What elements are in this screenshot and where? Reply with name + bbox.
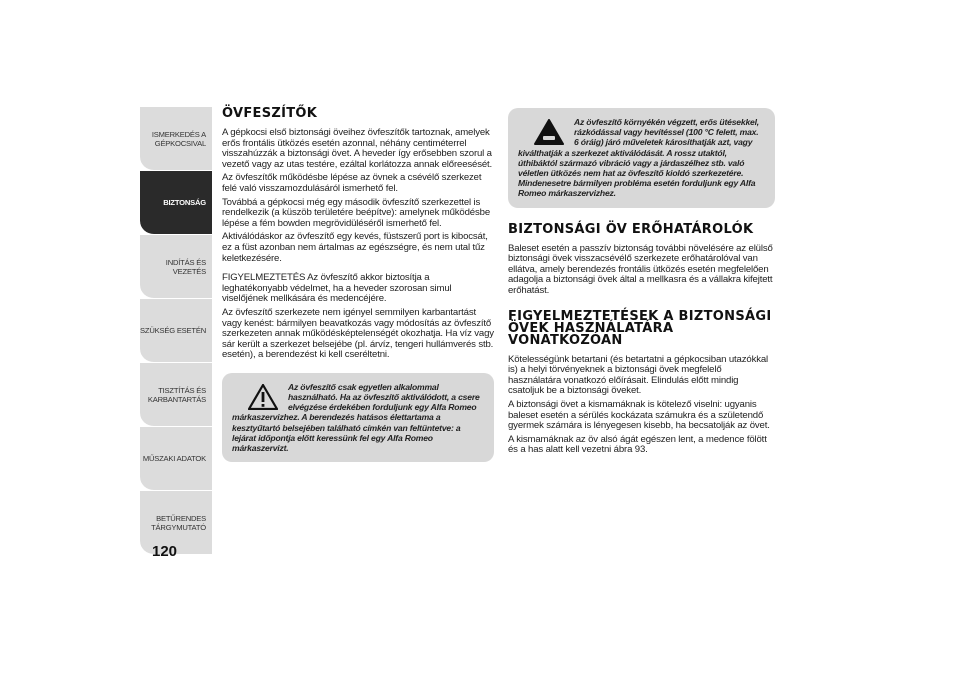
tab-label: MŰSZAKI ADATOK [142,454,206,463]
warning-triangle-icon [248,384,278,410]
tab-label: ISMERKEDÉS A GÉPKOCSIVAL [151,129,206,148]
left-column [222,108,494,462]
warning-box [222,373,494,462]
page-number: 120 [152,543,178,560]
tab-ismerkedes[interactable] [140,107,212,171]
paragraph: Továbbá a gépkocsi még egy második övfeszítő szerkezettel is rendelkezik (a küszöb területére beépítve): amelynek működésbe lépése a fém bowden megrövidüléséről ismerhető fel. [222,196,491,229]
tab-tisztitas[interactable] [140,363,212,427]
paragraph: FIGYELMEZTETÉS Az övfeszítő akkor biztosítja a leghatékonyabb védelmet, ha a heveder szorosan simul viselőjének mellkására és medencéjére. [222,272,452,305]
tab-label: SZÜKSÉG ESETÉN [140,326,206,335]
paragraph: Az övfeszítők működésbe lépése az övnek a csévélő szerkezet felé való visszamozdulásáról ismerhető fel. [222,172,482,194]
warning-text: Az övfeszítő környékén végzett, erős ütésekkel, rázkódással vagy hevítéssel (100 °C felett, max. 6 óráig) járó műveletek károsíthatják azt, vagy kiválthatják a szerkezet aktiválódását. A rossz utaktól, úthibáktól származó vibráció vagy a járdaszélhez stb. való véletlen ütközés nem hat az övfeszítő kioldó szerkezetére. Mindenesetre bármilyen probléma esetén forduljunk egy Alfa Romeo márkaszervizhez. [518,117,759,199]
paragraph: Aktiválódáskor az övfeszítő egy kevés, füstszerű port is kibocsát, ez a füst azonban nem ártalmas az egészségre, és nem utal tűz keletkezésére. [222,231,488,264]
chapter-sidebar [140,107,212,555]
paragraph: A gépkocsi első biztonsági öveihez övfeszítők tartoznak, amelyek erős frontális ütközés esetén azonnal, néhány centiméterrel visszahúzzák a biztonsági övet. A heveder így erősebben szorul a vezető vagy az utas testére, ezáltal korlátozza annak előreesését. [222,127,493,170]
tab-szukseg[interactable] [140,299,212,363]
warning-text: Az övfeszítő csak egyetlen alkalommal használható. Ha az övfeszítő aktiválódott, a csere elvégzése érdekében forduljunk egy Alfa Romeo márkaszervizhez. A berendezés hatásos élettartama a kesztyűtartó belsejében található címkén van feltüntetve: a lejárat időpontja előtt keressünk fel egy Alfa Romeo márkaszervizt. [232,381,480,454]
paragraph: Kötelességünk betartani (és betartatni a gépkocsiban utazókkal is) a helyi törvényeknek a biztonsági övek megfelelő használatára vonatkozó előírásait. Elindulás előtt mindig csatoljuk be a biztonsági öveket. [508,353,769,397]
tab-muszaki[interactable] [140,427,212,491]
section-heading: BIZTONSÁGI ÖV ERŐHATÁROLÓK [508,221,754,237]
tab-label: TISZTÍTÁS ÉS KARBANTARTÁS [147,385,206,404]
right-column [508,108,775,459]
section-heading: FIGYELMEZTETÉSEK A BIZTONSÁGI ÖVEK HASZNÁLATÁRA VONATKOZÓAN [508,308,772,348]
warning-box [508,108,775,208]
tab-label: BETŰRENDES TÁRGYMUTATÓ [151,513,206,532]
tab-inditas[interactable] [140,235,212,299]
paragraph: A biztonsági övet a kismamáknak is kötelező viselni: ugyanis baleset esetén a sérülés kockázata számukra és a születendő gyermek számára is lényegesen kisebb, ha becsatolják az övet. [508,398,770,432]
paragraph: A kismamáknak az öv alsó ágát egészen lent, a medence fölött és a has alatt kell vezetni ábra 93. [508,433,767,456]
paragraph: Baleset esetén a passzív biztonság további növelésére az elülső biztonsági övek visszacsévélő szerkezete erőhatárolóval van ellátva, amely berendezés frontális ütközés esetén megfelelően adagolja a biztonsági övek által a mellkasra és a vállakra kifejtett erőhatást. [508,242,773,296]
section-heading: ÖVFESZÍTŐK [222,106,318,121]
tab-label: BIZTONSÁG [163,198,206,207]
tab-label: INDÍTÁS ÉS VEZETÉS [165,257,206,276]
warning-triangle-icon [534,119,564,145]
paragraph: Az övfeszítő szerkezete nem igényel semmilyen karbantartást vagy kenést: bármilyen beavatkozás vagy módosítás az övfeszítő szerkezeten annak működésképtelenségét okozhatja. Ha víz vagy sár került a szerkezet belsejébe (pl. árvíz, tengeri hullámverés stb. esetén), a berendezést ki kell cseréltetni. [222,306,494,361]
tab-biztonsag[interactable] [140,171,212,235]
